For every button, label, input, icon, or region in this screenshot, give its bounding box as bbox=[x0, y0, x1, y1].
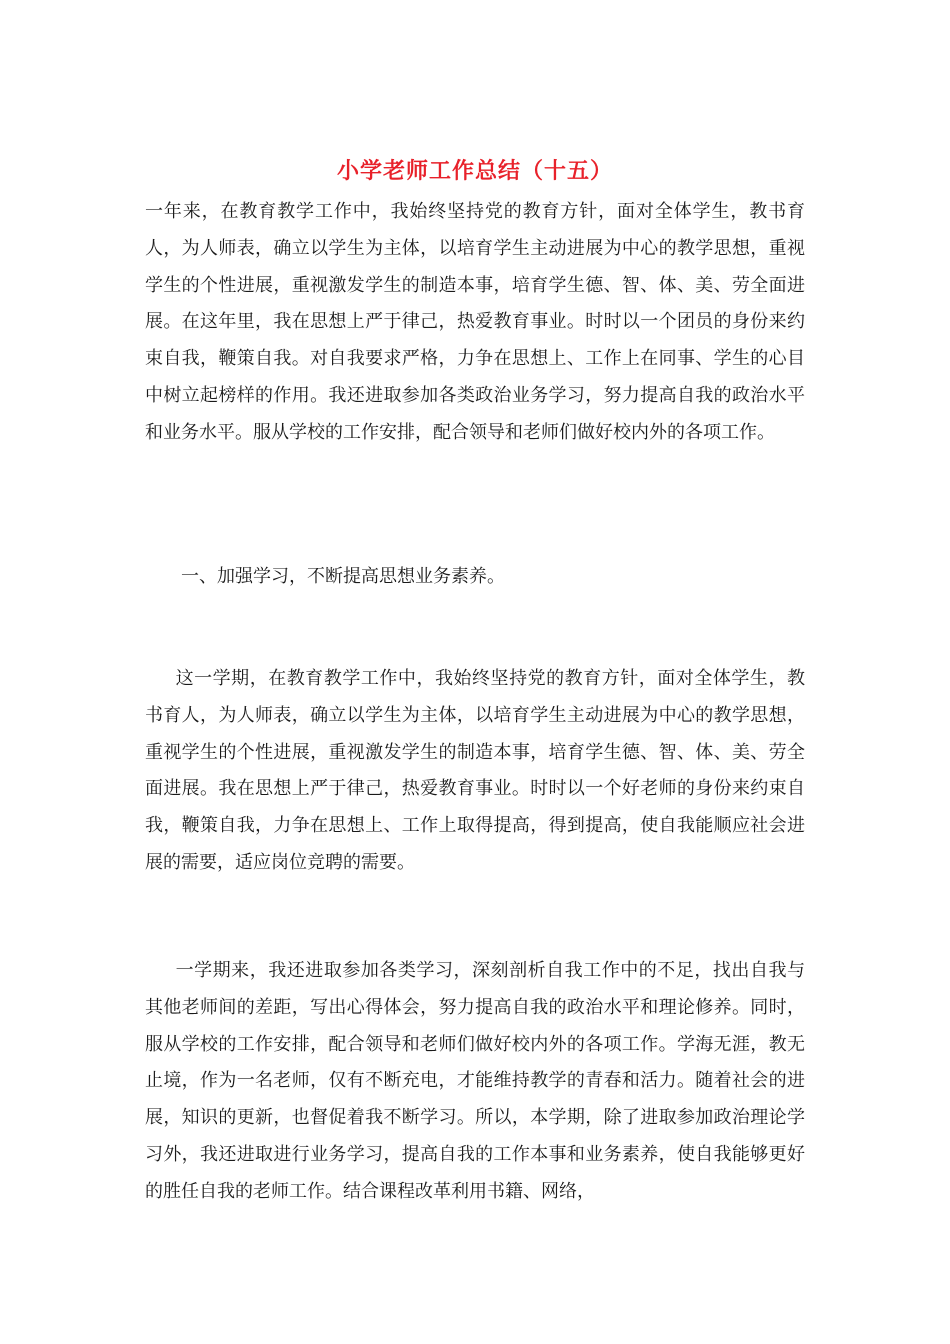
section-heading-1: 一、加强学习，不断提高思想业务素养。 bbox=[181, 566, 505, 587]
paragraph-study: 一学期来，我还进取参加各类学习，深刻剖析自我工作中的不足，找出自我与其他老师间的差距，写出心得体会，努力提高自我的政治水平和理论修养。同时，服从学校的工作安排，配合领导和老师们做好校内外的各项工作。学海无涯，教无止境，作为一名老师，仅有不断充电，才能维持教学的青春和活力。随着社会的进展，知识的更新，也督促着我不断学习。所以，本学期，除了进取参加政治理论学习外，我还进取进行业务学习，提高自我的工作本事和业务素养，使自我能够更好的胜任自我的老师工作。结合课程改革利用书籍、网络， bbox=[145, 960, 805, 1202]
paragraph-intro: 一年来，在教育教学工作中，我始终坚持党的教育方针，面对全体学生，教书育人，为人师表，确立以学生为主体，以培育学生主动进展为中心的教学思想，重视学生的个性进展，重视激发学生的制造本事，培育学生德、智、体、美、劳全面进展。在这年里，我在思想上严于律己，热爱教育事业。时时以一个团员的身份来约束自我，鞭策自我。对自我要求严格，力争在思想上、工作上在同事、学生的心目中树立起榜样的作用。我还进取参加各类政治业务学习，努力提高自我的政治水平和业务水平。服从学校的工作安排，配合领导和老师们做好校内外的各项工作。 bbox=[145, 201, 805, 443]
document-title: 小学老师工作总结（十五） bbox=[336, 158, 613, 184]
paragraph-semester: 这一学期，在教育教学工作中，我始终坚持党的教育方针，面对全体学生，教书育人，为人师表，确立以学生为主体，以培育学生主动进展为中心的教学思想，重视学生的个性进展，重视激发学生的制造本事，培育学生德、智、体、美、劳全面进展。我在思想上严于律己，热爱教育事业。时时以一个好老师的身份来约束自我，鞭策自我，力争在思想上、工作上取得提高，得到提高，使自我能顺应社会进展的需要，适应岗位竞聘的需要。 bbox=[145, 668, 805, 873]
